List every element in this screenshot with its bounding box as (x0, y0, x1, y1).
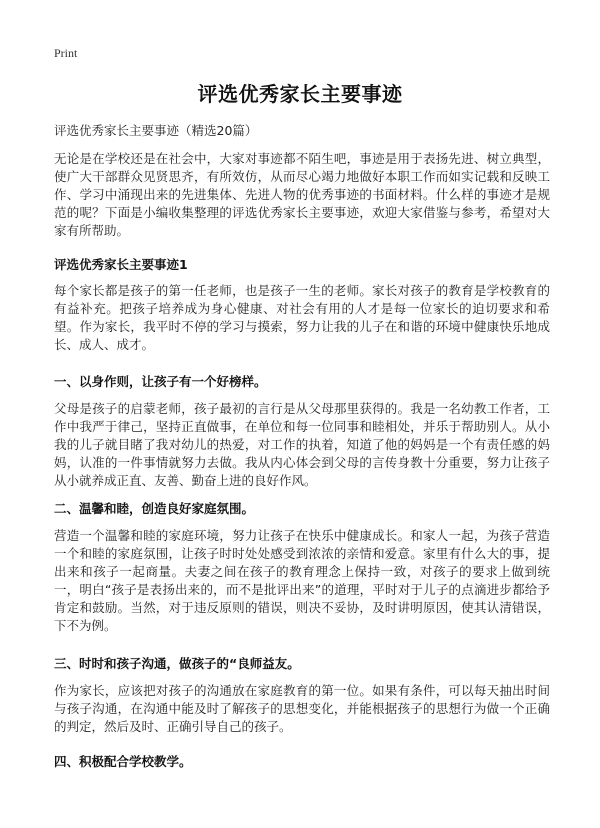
subsection-paragraph-3: 作为家长，应该把对孩子的沟通放在家庭教育的第一位。如果有条件，可以每天抽出时间与孩子沟通，在沟通中能及时了解孩子的思想变化，并能根据孩子的思想行为做一个正确的判定，然后及时、正确引导自己的孩子。 (54, 683, 550, 734)
subtitle: 评选优秀家长主要事迹（精选20篇） (54, 123, 258, 138)
subsection-heading-4: 四、积极配合学校教学。 (54, 754, 192, 769)
subsection-heading-1: 一、以身作则，让孩子有一个好榜样。 (54, 374, 267, 389)
subsection-paragraph-2: 营造一个温馨和睦的家庭环境，努力让孩子在快乐中健康成长。和家人一起，为孩子营造一个和睦的家庭氛围，让孩子时时处处感受到浓浓的亲情和爱意。家里有什么大的事，提出来和孩子一起商量。夫妻之间在孩子的教育理念上保持一致，对孩子的要求上做到统一，明白“孩子是表扬出来的，而不是批评出来”的道理，平时对于儿子的点滴进步都给予肯定和鼓励。当然，对于违反原则的错误，则决不妥协，及时讲明原因，使其认清错误，下不为例。 (54, 528, 550, 633)
page-title: 评选优秀家长主要事迹 (197, 82, 403, 106)
intro-paragraph: 无论是在学校还是在社会中，大家对事迹都不陌生吧，事迹是用于表扬先进、树立典型，使广大干部群众见贤思齐，有所效仿，从而尽心竭力地做好本职工作而如实记载和反映工作、学习中涌现出来的先进集体、先进人物的优秀事迹的书面材料。什么样的事迹才是规范的呢？下面是小编收集整理的评选优秀家长主要事迹，欢迎大家借鉴与参考，希望对大家有所帮助。 (54, 151, 550, 238)
subsection-heading-2: 二、温馨和睦，创造良好家庭氛围。 (54, 501, 255, 516)
subsection-heading-3: 三、时时和孩子沟通，做孩子的“良师益友。 (54, 656, 300, 671)
section-heading: 评选优秀家长主要事迹1 (54, 257, 188, 272)
print-link[interactable]: Print (54, 46, 78, 60)
section-paragraph: 每个家长都是孩子的第一任老师，也是孩子一生的老师。家长对孩子的教育是学校教育的有益补充。把孩子培养成为身心健康、对社会有用的人才是每一位家长的迫切要求和希望。作为家长，我平时不停的学习与摸索，努力让我的儿子在和谐的环境中健康快乐地成长、成人、成才。 (54, 283, 550, 352)
subsection-paragraph-1: 父母是孩子的启蒙老师，孩子最初的言行是从父母那里获得的。我是一名幼教工作者，工作中我严于律己，坚持正直做事，在单位和每一位同事和睦相处，并乐于帮助别人。从小我的儿子就目睹了我对幼儿的热爱，对工作的执着，知道了他的妈妈是一个有责任感的妈妈，认准的一件事情就努力去做。我从内心体会到父母的言传身教十分重要，努力让孩子从小就养成正直、友善、勤奋上进的良好作风。 (54, 401, 550, 488)
